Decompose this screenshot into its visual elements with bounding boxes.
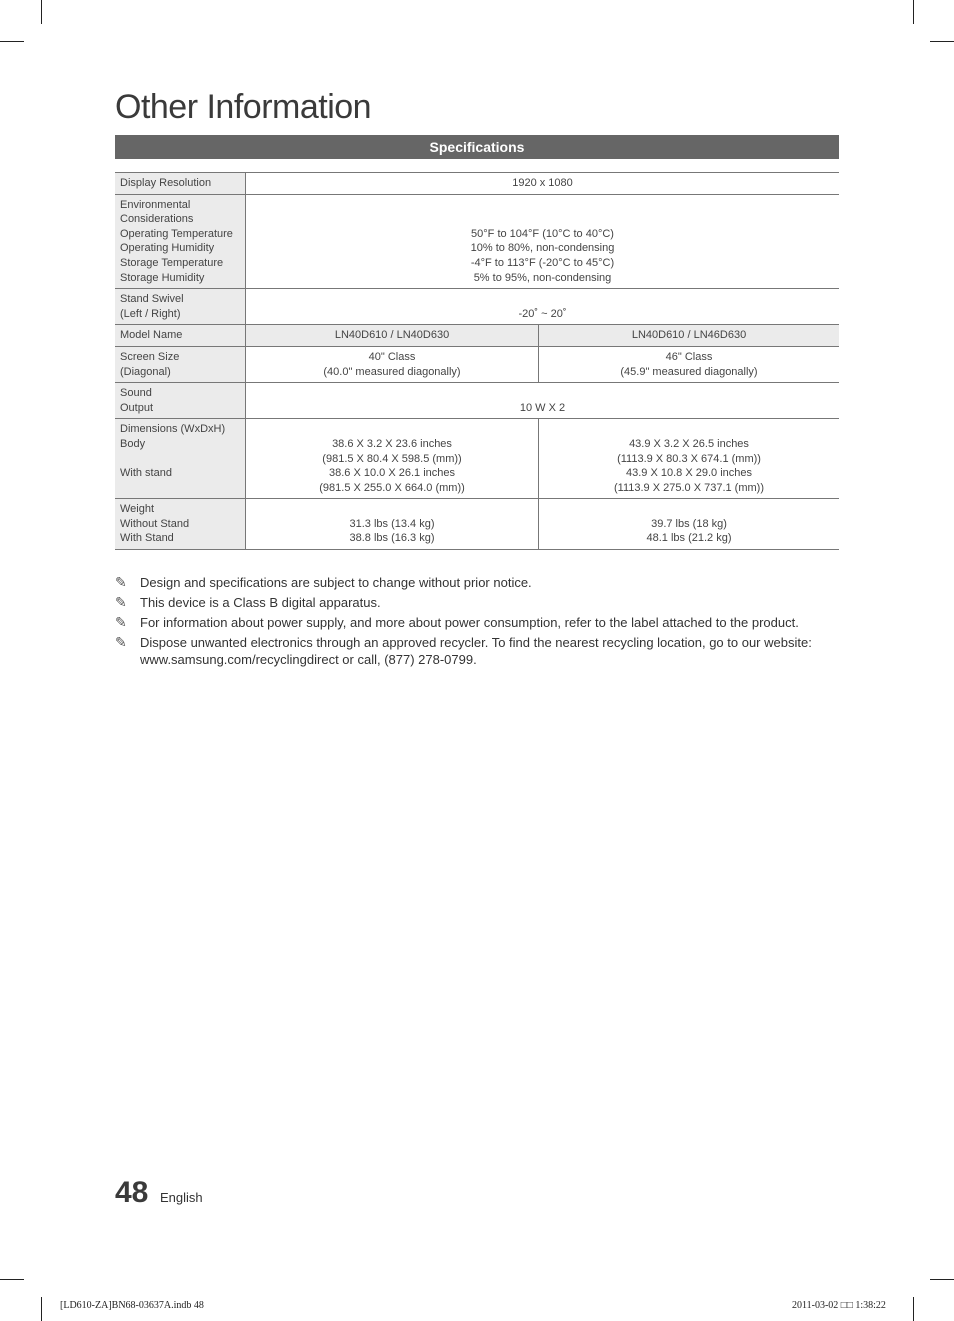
label-line: Body xyxy=(120,437,146,450)
note-text: Dispose unwanted electronics through an approved recycler. To find the nearest recycling location, go to our website: www.samsung.com/recyclingdirect or call, (877) 278-0799. xyxy=(140,634,812,667)
value-line: 5% to 95%, non-condensing xyxy=(473,271,612,284)
label-line: With stand xyxy=(120,467,172,480)
label-line: Storage Temperature xyxy=(120,256,224,269)
value-line: 38.8 lbs (16.3 kg) xyxy=(349,532,435,545)
crop-mark xyxy=(0,1279,24,1280)
label-line: Storage Humidity xyxy=(120,271,205,284)
label-line: With Stand xyxy=(120,532,174,545)
value-line: 39.7 lbs (18 kg) xyxy=(651,517,727,530)
value-line: (981.5 X 80.4 X 598.5 (mm)) xyxy=(322,452,462,465)
value-line: 46" Class xyxy=(665,350,713,363)
value-line: (1113.9 X 275.0 X 737.1 (mm)) xyxy=(614,481,764,494)
spec-value xyxy=(246,419,539,499)
spec-label xyxy=(115,346,246,382)
spec-value xyxy=(246,346,539,382)
note-text: Design and specifications are subject to change without prior notice. xyxy=(140,575,532,590)
page-title: Other Information xyxy=(115,88,372,126)
crop-mark xyxy=(930,1279,954,1280)
label-line: Considerations xyxy=(120,213,194,226)
value-line: 38.6 X 10.0 X 26.1 inches xyxy=(329,467,455,480)
spec-label: Display Resolution xyxy=(115,173,246,195)
page-number: 48 xyxy=(115,1176,149,1209)
spec-value: 10 W X 2 xyxy=(246,383,840,419)
crop-mark xyxy=(930,41,954,42)
label-line: Without Stand xyxy=(120,517,190,530)
spec-label xyxy=(115,194,246,289)
label-line xyxy=(120,481,240,496)
value-line: (45.9" measured diagonally) xyxy=(620,365,758,378)
spec-label xyxy=(115,383,246,419)
note-item xyxy=(115,634,839,668)
crop-mark xyxy=(0,41,24,42)
spec-value xyxy=(246,194,840,289)
label-line xyxy=(120,452,240,467)
value-line: 31.3 lbs (13.4 kg) xyxy=(349,517,435,530)
spec-label xyxy=(115,289,246,325)
table-row xyxy=(115,289,839,325)
note-text: For information about power supply, and more about power consumption, refer to the label attached to the product. xyxy=(140,614,799,630)
page-language: English xyxy=(160,1190,203,1205)
table-row xyxy=(115,499,839,550)
print-footer-timestamp: 2011-03-02 □□ 1:38:22 xyxy=(792,1300,886,1311)
spec-value xyxy=(539,499,839,550)
label-line: Operating Humidity xyxy=(120,242,215,255)
table-row xyxy=(115,325,839,347)
value-line: (981.5 X 255.0 X 664.0 (mm)) xyxy=(319,481,465,494)
spec-value xyxy=(539,419,839,499)
label-line: Environmental xyxy=(120,198,191,211)
spec-label xyxy=(115,499,246,550)
crop-mark xyxy=(41,0,42,24)
note-item xyxy=(115,574,839,591)
table-row xyxy=(115,194,839,289)
value-line: (1113.9 X 80.3 X 674.1 (mm)) xyxy=(617,452,761,465)
note-text: This device is a Class B digital apparatus. xyxy=(140,594,381,610)
value-line: 43.9 X 3.2 X 26.5 inches xyxy=(629,437,749,450)
spec-value xyxy=(246,499,539,550)
note-item xyxy=(115,614,839,631)
label-line: Dimensions (WxDxH) xyxy=(120,423,226,436)
value-line: -4°F to 113°F (-20°C to 45°C) xyxy=(470,256,615,269)
pencil-icon: ✎ xyxy=(115,613,127,630)
label-line: Stand Swivel xyxy=(120,293,184,306)
label-line: Operating Temperature xyxy=(120,227,233,240)
pencil-icon: ✎ xyxy=(115,593,127,610)
model-name-col1: LN40D610 / LN40D630 xyxy=(246,325,539,347)
note-item xyxy=(115,594,839,611)
value-line: 50°F to 104°F (10°C to 40°C) xyxy=(471,227,614,240)
value-line: 48.1 lbs (21.2 kg) xyxy=(646,532,732,545)
spec-value: 1920 x 1080 xyxy=(246,173,840,195)
value-line: 43.9 X 10.8 X 29.0 inches xyxy=(626,467,752,480)
print-footer-file: [LD610-ZA]BN68-03637A.indb 48 xyxy=(60,1300,204,1311)
table-row xyxy=(115,383,839,419)
notes-list xyxy=(115,574,839,670)
spec-value: -20˚ ~ 20˚ xyxy=(246,289,840,325)
spec-label xyxy=(115,419,246,499)
label-line: Weight xyxy=(120,503,155,516)
spec-label: Model Name xyxy=(115,325,246,347)
value-line: 38.6 X 3.2 X 23.6 inches xyxy=(332,437,452,450)
table-row xyxy=(115,419,839,499)
spec-value xyxy=(539,346,839,382)
label-line: Screen Size xyxy=(120,350,180,363)
crop-mark xyxy=(913,0,914,24)
label-line: (Diagonal) xyxy=(120,365,171,378)
pencil-icon: ✎ xyxy=(115,633,127,650)
model-name-col2: LN40D610 / LN46D630 xyxy=(539,325,839,347)
table-row xyxy=(115,173,839,195)
label-line: Sound xyxy=(120,387,152,400)
value-line: (40.0" measured diagonally) xyxy=(323,365,461,378)
label-line: (Left / Right) xyxy=(120,307,181,320)
pencil-icon: ✎ xyxy=(115,574,127,590)
crop-mark xyxy=(41,1297,42,1321)
crop-mark xyxy=(913,1297,914,1321)
label-line: Output xyxy=(120,401,154,414)
table-row xyxy=(115,346,839,382)
section-header: Specifications xyxy=(115,135,839,159)
value-line: 10% to 80%, non-condensing xyxy=(470,242,615,255)
specifications-table xyxy=(115,172,839,550)
value-line: 40" Class xyxy=(368,350,416,363)
